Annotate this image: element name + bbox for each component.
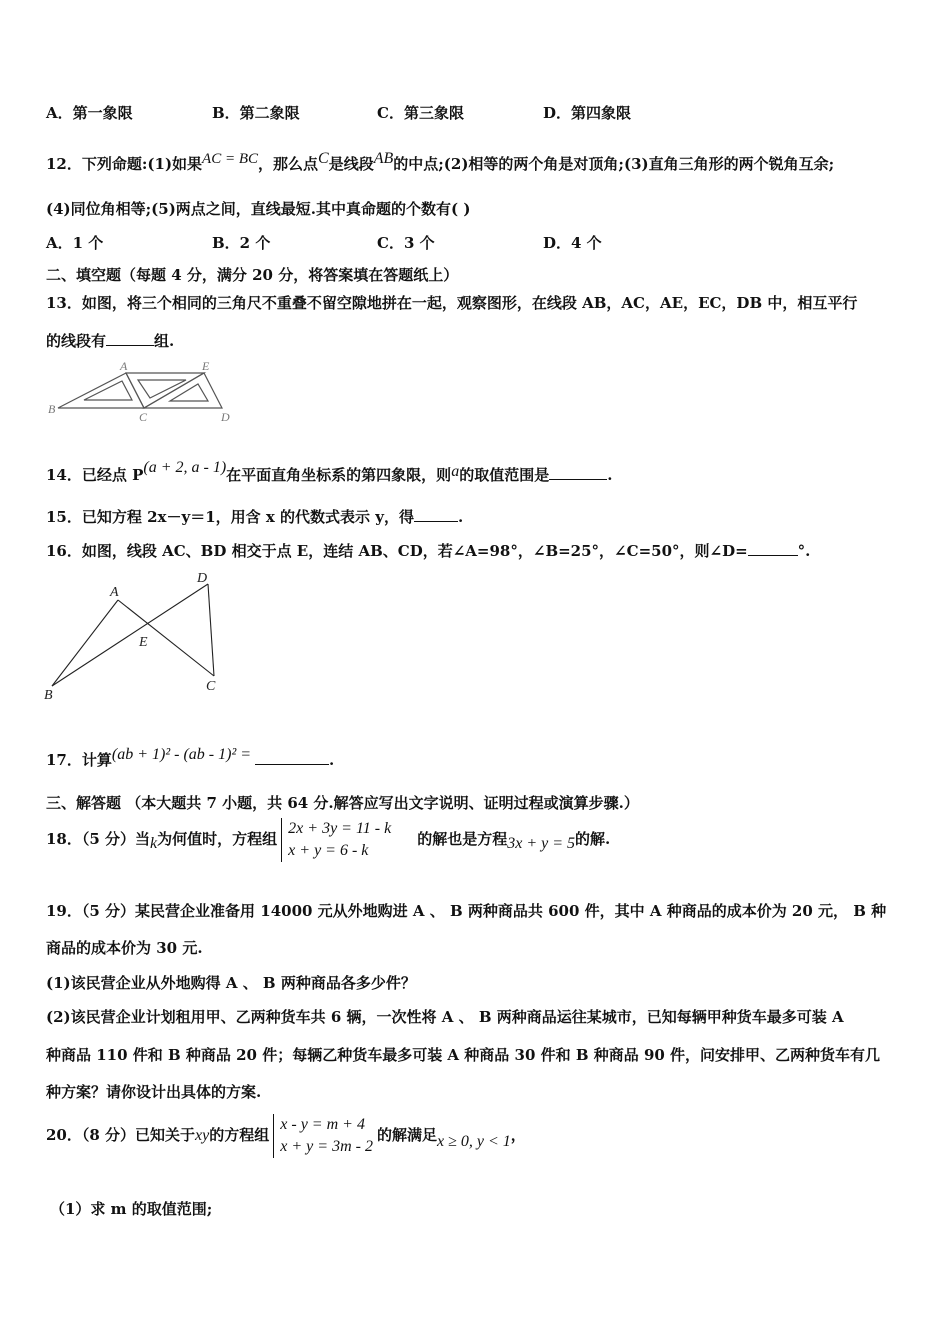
q15-text1: 15．已知方程 2x－y＝1，用含 x 的代数式表示 y，得: [46, 508, 414, 526]
q13-answer-blank[interactable]: [106, 331, 154, 346]
q16-label-a: A: [110, 585, 119, 600]
q17-text2: .: [329, 751, 335, 769]
q16-label-c: C: [206, 679, 216, 694]
section2-heading: 二、填空题（每题 4 分，满分 20 分，将答案填在答题纸上）: [46, 266, 459, 284]
q16-label-b: B: [44, 688, 53, 703]
q19-line2: 商品的成本价为 30 元.: [46, 939, 203, 957]
q20-text1: 20．（8 分）已知关于: [46, 1126, 196, 1144]
q16-text1: 16．如图，线段 AC、BD 相交于点 E，连结 AB、CD，若∠A=98°，∠B=25°，∠C=50°，则∠D=: [46, 542, 748, 560]
q16-segment-ab: [52, 600, 118, 686]
q13-triangle-right: [144, 373, 222, 408]
section3-heading: 三、解答题 （本大题共 7 小题，共 64 分.解答应写出文字说明、证明过程或演算步骤.）: [46, 794, 639, 812]
q19-line6: 种方案？请你设计出具体的方案.: [46, 1083, 262, 1101]
q11-option-c: C．第三象限: [377, 104, 464, 122]
q18-equation-2: x + y = 6 - k: [288, 842, 369, 859]
q13-text-b: 组.: [154, 332, 175, 350]
q12-text4: 的中点;(2)相等的两个角是对顶角;(3)直角三角形的两个锐角互余;: [393, 155, 835, 173]
q14-math1: (a + 2, a - 1): [143, 459, 227, 476]
q12-option-a: A．1 个: [46, 234, 104, 252]
q20-text4: ，: [510, 1126, 526, 1144]
q14-text2: 在平面直角坐标系的第四象限，则: [226, 466, 452, 484]
q13-label-b: B: [48, 402, 56, 416]
q16-figure: [40, 566, 230, 706]
q20-text2: 的方程组: [209, 1126, 270, 1144]
q13-label-a: A: [120, 359, 128, 373]
q14-math2: a: [451, 463, 460, 480]
q11-option-a: A．第一象限: [46, 104, 133, 122]
q18-math-k: k: [150, 835, 158, 852]
q13-triangle-left: [58, 373, 144, 408]
q18-text4: 的解.: [575, 830, 611, 848]
q20-text3: 的解满足: [376, 1126, 437, 1144]
q18-line: [46, 818, 610, 862]
q15-line: [46, 506, 463, 528]
q20-equation-system: [273, 1114, 373, 1158]
q13-label-e: E: [202, 359, 210, 373]
q19-line4: (2)该民营企业计划租用甲、乙两种货车共 6 辆，一次性将 A 、 B 两种商品运往某城市，已知每辆甲种货车最多可装 A: [46, 1008, 844, 1026]
q14-text3: 的取值范围是: [459, 466, 550, 484]
q14-line: [46, 457, 612, 486]
q13-inner-right: [170, 384, 208, 401]
q12-math3: AB: [373, 150, 394, 167]
q14-text4: .: [607, 466, 613, 484]
q12-text3: 是线段: [328, 155, 374, 173]
q20-math-cond: x ≥ 0, y < 1: [436, 1133, 511, 1150]
q18-equation-system: [281, 818, 391, 862]
q12-option-d: D．4 个: [543, 234, 602, 252]
q20-equation-1: x - y = m + 4: [280, 1116, 365, 1133]
q18-equation-1: 2x + 3y = 11 - k: [288, 820, 392, 837]
q15-answer-blank[interactable]: [414, 507, 458, 522]
q16-text2: °.: [797, 542, 811, 560]
q20-line: [46, 1114, 526, 1158]
q16-answer-blank[interactable]: [748, 541, 798, 556]
q19-line3: (1)该民营企业从外地购得 A 、 B 两种商品各多少件？: [46, 974, 416, 992]
q18-text3: 的解也是方程: [417, 830, 508, 848]
q12-line2: (4)同位角相等;(5)两点之间，直线最短.其中真命题的个数有( ): [46, 200, 471, 218]
q13-triangles-figure: [46, 358, 246, 426]
q13-line1: 13．如图，将三个相同的三角尺不重叠不留空隙地拼在一起，观察图形，在线段 AB，AC，AE，EC，DB 中，相互平行: [46, 294, 858, 312]
q15-text2: .: [457, 508, 464, 526]
q16-segment-bd: [52, 584, 208, 686]
q13-label-d: D: [221, 410, 230, 424]
q12-line1: [46, 148, 834, 175]
q13-label-c: C: [139, 410, 148, 424]
q12-option-c: C．3 个: [377, 234, 435, 252]
q17-math: (ab + 1)² - (ab - 1)² =: [111, 746, 252, 763]
q20-math-xy: xy: [195, 1127, 210, 1144]
q12-math1: AC = BC: [202, 151, 259, 167]
q18-math-eq: 3x + y = 5: [507, 835, 576, 852]
q19-line5: 种商品 110 件和 B 种商品 20 件；每辆乙种货车最多可装 A 种商品 30 件和 B 种商品 90 件，问安排甲、乙两种货车有几: [46, 1046, 881, 1064]
q13-text-a: 的线段有: [46, 332, 107, 350]
q12-text2: ，那么点: [258, 155, 319, 173]
q16-label-e: E: [139, 635, 148, 650]
q20-equation-2: x + y = 3m - 2: [280, 1138, 373, 1155]
q13-line2: [46, 330, 174, 352]
q18-text1: 18．（5 分）当: [46, 830, 151, 848]
q12-text1: 12．下列命题:(1)如果: [46, 155, 203, 173]
q19-line1: 19．（5 分）某民营企业准备用 14000 元从外地购进 A 、 B 两种商品共 600 件，其中 A 种商品的成本价为 20 元， B 种: [46, 902, 887, 920]
q11-option-d: D．第四象限: [543, 104, 632, 122]
q16-segment-dc: [208, 584, 214, 676]
q14-answer-blank[interactable]: [549, 465, 607, 480]
q17-line: [46, 744, 334, 771]
q18-text2: 为何值时，方程组: [157, 830, 278, 848]
q12-math2: C: [318, 150, 329, 167]
q14-text1: 14．已经点 P: [46, 466, 144, 484]
q20-subquestion-1: （1）求 m 的取值范围;: [50, 1200, 213, 1218]
q11-option-b: B．第二象限: [212, 104, 300, 122]
q12-option-b: B．2 个: [212, 234, 271, 252]
q16-label-d: D: [197, 571, 208, 586]
q17-text1: 17．计算: [46, 751, 112, 769]
q16-line: [46, 540, 810, 562]
q17-answer-blank[interactable]: [255, 750, 329, 765]
